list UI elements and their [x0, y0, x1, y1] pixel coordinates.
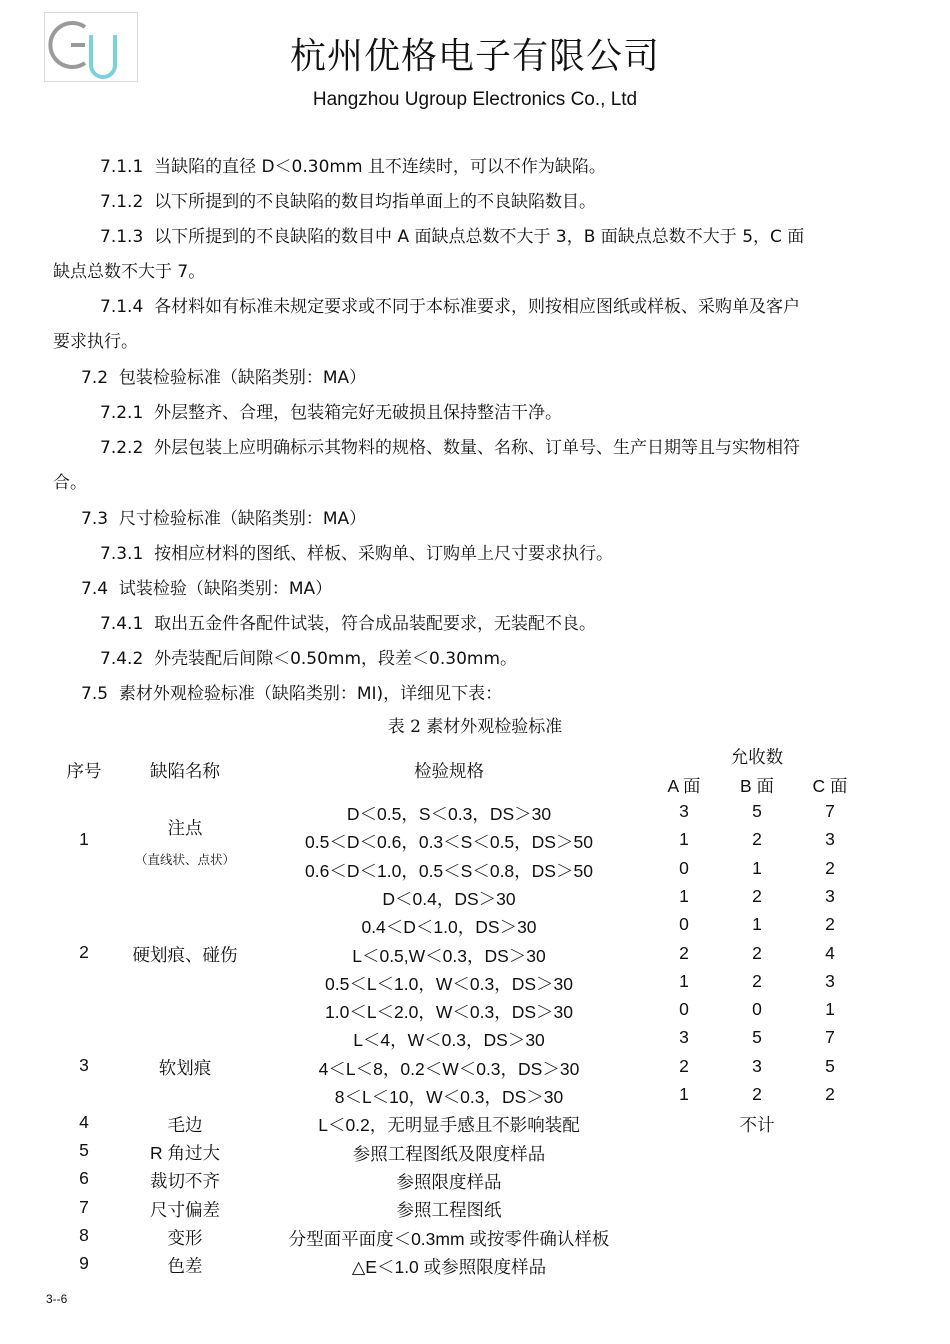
row-spec-cell: 0.4＜D＜1.0，DS＞30 — [361, 917, 537, 937]
paragraph-line: 7.2 包装检验标准（缺陷类别：MA） — [81, 368, 367, 388]
group-seq: 1 — [79, 829, 89, 849]
header-seq: 序号 — [66, 761, 102, 781]
paragraph-line: 7.4.2 外壳装配后间隙＜0.50mm，段差＜0.30mm。 — [100, 649, 518, 669]
row-side-c-cell: 7 — [825, 1027, 835, 1047]
header-allowance: 允收数 — [730, 747, 784, 767]
group-name: 毛边 — [167, 1115, 203, 1135]
row-side-a-cell: 0 — [679, 999, 689, 1019]
paragraph-line: 7.4 试装检验（缺陷类别：MA） — [81, 579, 333, 599]
row-side-a-cell: 1 — [679, 1084, 689, 1104]
group-seq: 9 — [79, 1253, 89, 1273]
row-side-c-cell: 3 — [825, 971, 835, 991]
row-side-a-cell: 3 — [679, 1027, 689, 1047]
group-name: R 角过大 — [150, 1143, 220, 1163]
row-spec-cell: 参照限度样品 — [396, 1172, 502, 1192]
row-side-c-cell: 2 — [825, 858, 835, 878]
row-side-a-cell: 1 — [679, 886, 689, 906]
row-side-a-cell: 1 — [679, 829, 689, 849]
page-number: 3--6 — [46, 1292, 68, 1306]
row-spec-cell: △E＜1.0 或参照限度样品 — [351, 1257, 547, 1277]
row-spec-cell: L＜0.5,W＜0.3，DS＞30 — [352, 946, 546, 966]
row-side-a-cell: 2 — [679, 943, 689, 963]
group-seq: 4 — [79, 1112, 89, 1132]
row-spec-cell: 分型面平面度＜0.3mm 或按零件确认样板 — [288, 1229, 610, 1249]
header-spec: 检验规格 — [414, 761, 484, 781]
group-name: 裁切不齐 — [150, 1171, 220, 1191]
row-side-a-cell: 1 — [679, 971, 689, 991]
paragraph-continuation-line: 要求执行。 — [53, 332, 138, 352]
row-side-a-cell: 3 — [679, 801, 689, 821]
paragraph-line: 7.2.1 外层整齐、合理，包装箱完好无破损且保持整洁干净。 — [100, 403, 563, 423]
row-side-c-cell: 3 — [825, 829, 835, 849]
paragraph-line: 7.1.2 以下所提到的不良缺陷的数目均指单面上的不良缺陷数目。 — [100, 192, 597, 212]
row-spec-cell: L＜4，W＜0.3，DS＞30 — [353, 1030, 545, 1050]
row-spec-cell: D＜0.5，S＜0.3，DS＞30 — [346, 804, 552, 824]
group-name: 硬划痕、碰伤 — [132, 945, 238, 965]
group-name: 色差 — [167, 1256, 203, 1276]
paragraph-line: 7.3 尺寸检验标准（缺陷类别：MA） — [81, 509, 367, 529]
header-side-a: A 面 — [667, 776, 701, 796]
row-spec-cell: 0.6＜D＜1.0，0.5＜S＜0.8，DS＞50 — [305, 861, 593, 881]
row-side-b-cell: 5 — [752, 801, 762, 821]
row-side-b-cell: 2 — [752, 943, 762, 963]
row-side-b-cell: 0 — [752, 999, 762, 1019]
paragraph-continuation-line: 合。 — [53, 473, 87, 493]
paragraph-line: 7.4.1 取出五金件各配件试装，符合成品装配要求，无装配不良。 — [100, 614, 597, 634]
row-side-b-cell: 1 — [752, 914, 762, 934]
group-seq: 2 — [79, 942, 89, 962]
table-caption: 表 2 素材外观检验标准 — [387, 717, 563, 737]
paragraph-line: 7.1.3 以下所提到的不良缺陷的数目中 A 面缺点总数不大于 3，B 面缺点总数不大于 5，C 面 — [100, 227, 805, 247]
group-seq: 8 — [79, 1225, 89, 1245]
group-name: 注点 — [167, 818, 203, 838]
row-side-a-cell: 0 — [679, 858, 689, 878]
row-spec-cell: 0.5＜L＜1.0，W＜0.3，DS＞30 — [324, 974, 574, 994]
row-side-c-cell: 3 — [825, 886, 835, 906]
row-side-c-cell: 5 — [825, 1056, 835, 1076]
row-side-b-cell: 1 — [752, 858, 762, 878]
row-spec-cell: L＜0.2，无明显手感且不影响装配 — [318, 1115, 580, 1135]
row-side-c-cell: 2 — [825, 1084, 835, 1104]
row-spec-cell: 1.0＜L＜2.0，W＜0.3，DS＞30 — [324, 1002, 574, 1022]
paragraph-continuation-line: 缺点总数不大于 7。 — [53, 262, 206, 282]
group-seq: 7 — [79, 1197, 89, 1217]
group-name: 尺寸偏差 — [150, 1200, 220, 1220]
group-seq: 5 — [79, 1140, 89, 1160]
row-side-a-cell: 2 — [679, 1056, 689, 1076]
row-side-a-cell: 0 — [679, 914, 689, 934]
paragraph-line: 7.3.1 按相应材料的图纸、样板、采购单、订购单上尺寸要求执行。 — [100, 544, 614, 564]
paragraph-line: 7.5 素材外观检验标准（缺陷类别：MI)，详细见下表： — [81, 684, 503, 704]
header-side-c: C 面 — [812, 776, 848, 796]
paragraph-line: 7.1.4 各材料如有标准未规定要求或不同于本标准要求，则按相应图纸或样板、采购单及客户 — [100, 297, 801, 317]
company-name-cn: 杭州优格电子有限公司 — [289, 36, 660, 77]
group-note: （直线状、点状） — [134, 853, 236, 867]
row-allowance-cell: 不计 — [739, 1115, 775, 1135]
row-side-b-cell: 2 — [752, 1084, 762, 1104]
header-defect-name: 缺陷名称 — [150, 761, 220, 781]
paragraph-line: 7.2.2 外层包装上应明确标示其物料的规格、数量、名称、订单号、生产日期等且与实物相符 — [100, 438, 801, 458]
row-spec-cell: 8＜L＜10，W＜0.3，DS＞30 — [334, 1087, 564, 1107]
row-side-c-cell: 1 — [825, 999, 835, 1019]
row-side-b-cell: 2 — [752, 971, 762, 991]
row-side-b-cell: 2 — [752, 829, 762, 849]
row-spec-cell: 0.5＜D＜0.6，0.3＜S＜0.5，DS＞50 — [305, 832, 593, 852]
row-side-c-cell: 4 — [825, 943, 835, 963]
row-side-b-cell: 2 — [752, 886, 762, 906]
row-spec-cell: 4＜L＜8，0.2＜W＜0.3，DS＞30 — [318, 1059, 580, 1079]
paragraph-line: 7.1.1 当缺陷的直径 D＜0.30mm 且不连续时，可以不作为缺陷。 — [100, 157, 606, 177]
row-side-b-cell: 5 — [752, 1027, 762, 1047]
group-name: 变形 — [167, 1228, 203, 1248]
row-spec-cell: D＜0.4，DS＞30 — [382, 889, 516, 909]
group-seq: 3 — [79, 1055, 89, 1075]
group-name: 软划痕 — [158, 1058, 212, 1078]
row-spec-cell: 参照工程图纸 — [396, 1200, 502, 1220]
row-side-c-cell: 2 — [825, 914, 835, 934]
row-side-b-cell: 3 — [752, 1056, 762, 1076]
group-seq: 6 — [79, 1168, 89, 1188]
header-side-b: B 面 — [739, 776, 775, 796]
row-side-c-cell: 7 — [825, 801, 835, 821]
row-spec-cell: 参照工程图纸及限度样品 — [352, 1144, 546, 1164]
company-name-en: Hangzhou Ugroup Electronics Co., Ltd — [312, 89, 638, 110]
